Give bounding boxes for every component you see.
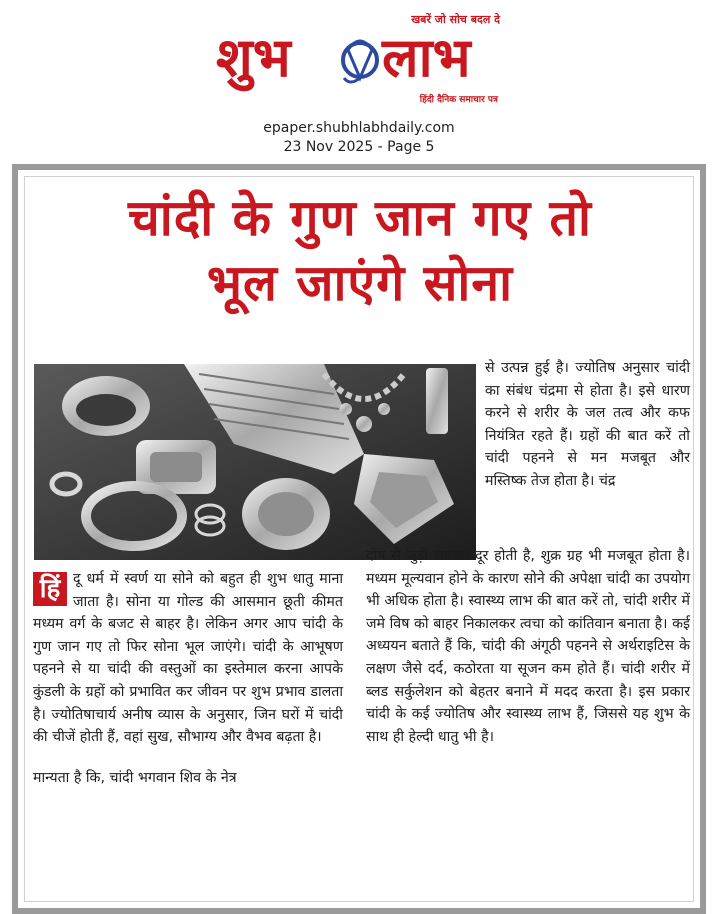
article-column-2-bottom: दोष से जुड़ी समस्या दूर होती है, शुक्र ग्रह भी मजबूत होता है। मध्यम मूल्यवान होने के कारण सोने की अपेक्षा चांदी का उपयोग भी अधिक होता है। स्वास्थ्य लाभ की बात करें तो, चांदी शरीर में जमे विष को बाहर निकालकर त्वचा को कांतिवान बनाता है। कई अध्ययन बताते हैं कि, चांदी की अंगूठी पहनने से अर्थराइटिस के लक्षण जैसे दर्द, कठोरता या सूजन कम होते हैं। चांदी शरीर में ब्लड सर्कुलेशन को बेहतर बनाने में मदद करता है। इस प्रकार चांदी के कई ज्योतिष और स्वास्थ्य लाभ हैं, जिससे यह शुभ के साथ ही हेल्दी धातु भी है। [366, 548, 690, 745]
masthead [210, 6, 508, 108]
masthead-subtitle: हिंदी दैनिक समाचार पत्र [419, 95, 498, 105]
chain-link [426, 368, 448, 434]
headline-line-2: भूल जाएंगे सोना [206, 254, 514, 312]
masthead-tagline: खबरें जो सोच बदल दे [411, 13, 500, 26]
oval-brooch [242, 478, 330, 550]
logo-text-right: लाभ [382, 26, 471, 89]
logo-text-left: शुभ [216, 26, 291, 89]
article-headline [30, 186, 690, 316]
article-column-2-top: से उत्पन्न हुई है। ज्योतिष अनुसार चांदी का संबंध चंद्रमा से होता है। इसे धारण करने से शरीर के जल तत्व और कफ नियंत्रित रहते हैं। ग्रहों की बात करें तो चांदी पहनने से मन मजबूत और मस्तिष्क तेज होता है। चंद्र [485, 360, 690, 489]
date-page: 23 Nov 2025 - Page 5 [283, 139, 435, 155]
column-1-paragraph-1: दू धर्म में स्वर्ण या सोने को बहुत ही शुभ धातु माना जाता है। सोना या गोल्ड की आसमान छूती कीमत मध्यम वर्ग के बजट से बाहर है। लेकिन अगर आप चांदी के गुण जान गए तो फिर सोना भूल जाएंगे। चांदी के आभूषण पहनने से या चांदी की वस्तुओं का इस्तेमाल करना आपके कुंडली के ग्रहों को प्रभावित कर जीवन पर शुभ प्रभाव डालता है। ज्योतिषाचार्य अनीष व्यास के अनुसार, जिन घरों में चांदी की चीजें होती हैं, वहां सुख, सौभाग्य और वैभव बढ़ता है। [33, 571, 343, 746]
article-column-1 [33, 568, 343, 789]
epaper-url: epaper.shubhlabhdaily.com [263, 120, 455, 136]
dropcap: हिं [33, 572, 67, 606]
headline-line-1: चांदी के गुण जान गए तो [128, 189, 592, 247]
cuff-bracelet [62, 376, 150, 436]
ganesha-icon [343, 41, 377, 82]
column-1-paragraph-2: मान्यता है कि, चांदी भगवान शिव के नेत्र [33, 769, 237, 786]
newspaper-logo [210, 20, 508, 92]
silver-jewelry-photo [34, 364, 476, 560]
